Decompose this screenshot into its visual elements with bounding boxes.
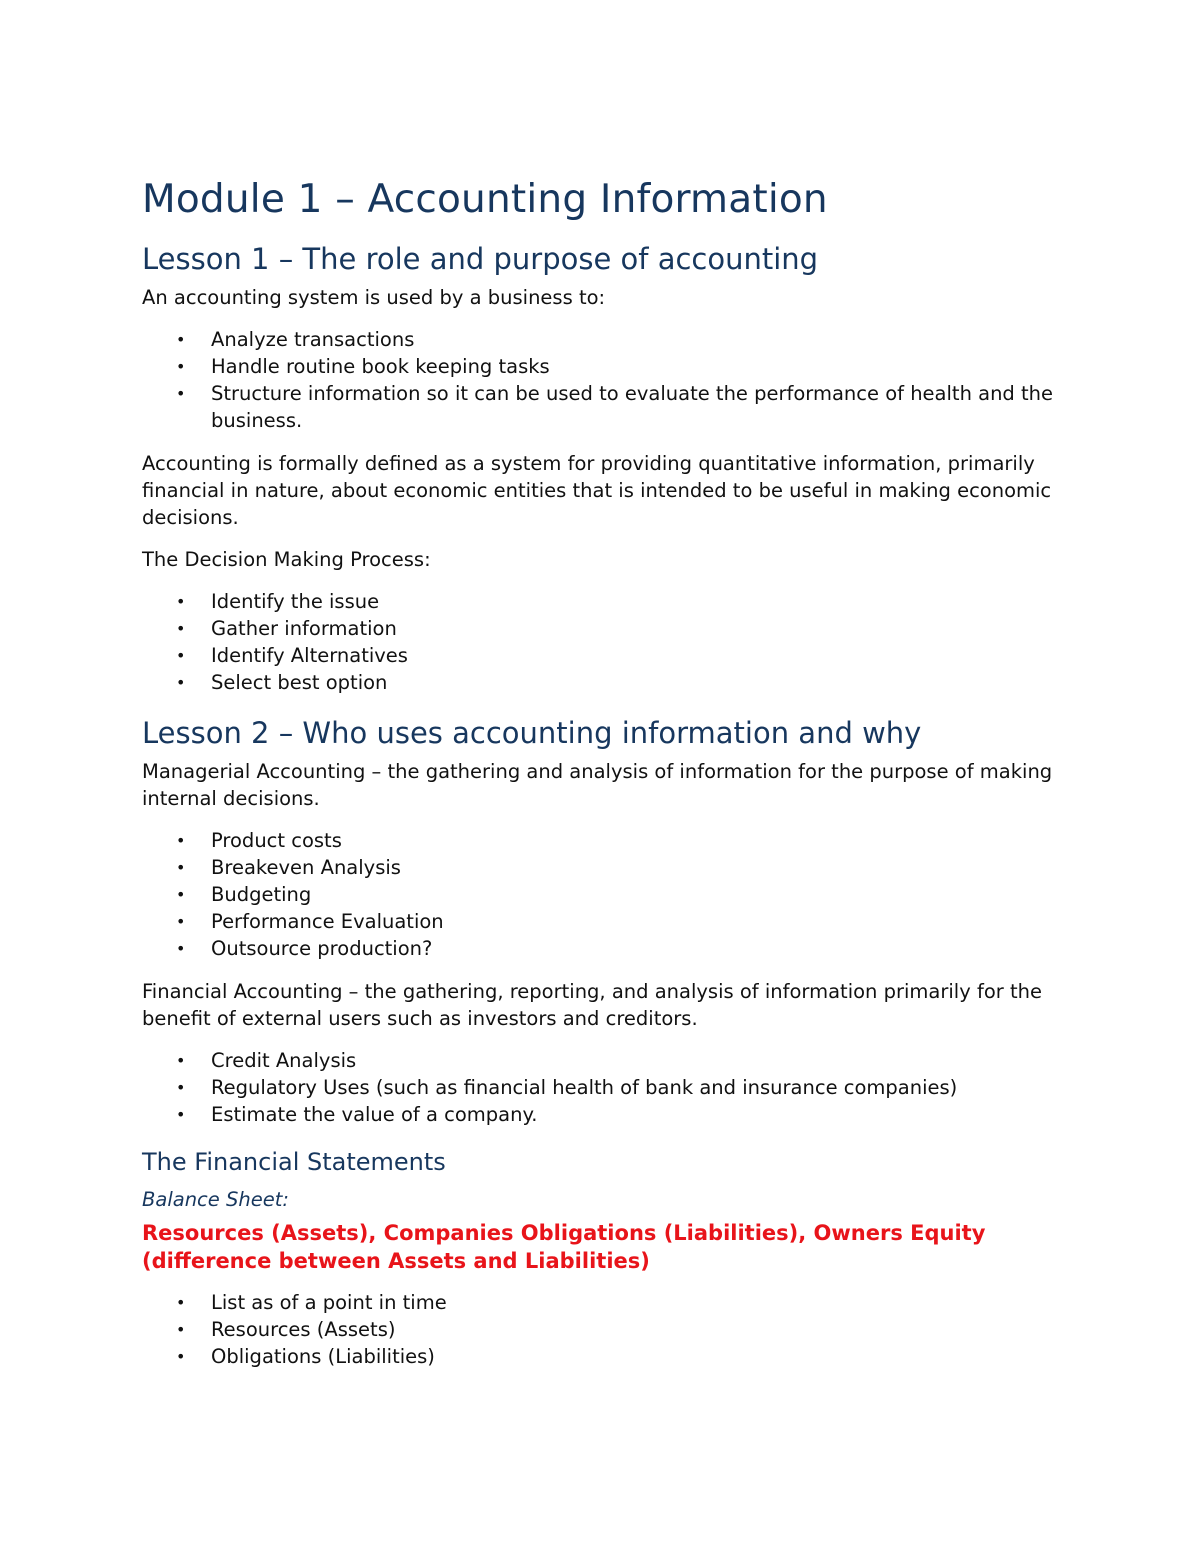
bullet-icon: • <box>176 1078 186 1097</box>
bullet-icon: • <box>176 357 186 376</box>
list-item: • Select best option <box>176 671 388 694</box>
bullet-icon: • <box>176 592 186 611</box>
balance-sheet-label: Balance Sheet: <box>142 1188 289 1211</box>
accounting-definition: Accounting is formally defined as a system for providing quantitative information, primarily financial in nature, about economic entities that is intended to be useful in making economic decisions. <box>142 452 1052 529</box>
list-item: • Performance Evaluation <box>176 910 444 933</box>
list-item: • Credit Analysis <box>176 1049 357 1072</box>
list-item: • Outsource production? <box>176 937 433 960</box>
list-item: • Obligations (Liabilities) <box>176 1345 435 1368</box>
list-item: • Breakeven Analysis <box>176 856 401 879</box>
bullet-icon: • <box>176 939 186 958</box>
balance-sheet-summary: Resources (Assets), Companies Obligations (Liabilities), Owners Equity (difference between Assets and Liabilities) <box>142 1221 986 1273</box>
financial-accounting-text: Financial Accounting – the gathering, reporting, and analysis of information primarily for the benefit of external users such as investors and creditors. <box>142 980 1042 1030</box>
bullet-icon: • <box>176 1105 186 1124</box>
managerial-list <box>142 827 1070 962</box>
list-item: • Resources (Assets) <box>176 1318 396 1341</box>
balance-sheet-list <box>142 1289 1070 1370</box>
list-item: • Structure information so it can be used to evaluate the performance of health and the business. <box>176 382 1054 432</box>
bullet-icon: • <box>176 912 186 931</box>
list-item: • Handle routine book keeping tasks <box>176 355 550 378</box>
bullet-icon: • <box>176 885 186 904</box>
list-item: • Identify the issue <box>176 590 380 613</box>
list-item: • List as of a point in time <box>176 1291 447 1314</box>
lesson1-uses-list <box>142 326 1070 434</box>
bullet-icon: • <box>176 831 186 850</box>
financial-statements-heading: The Financial Statements <box>142 1148 446 1176</box>
list-item: • Product costs <box>176 829 342 852</box>
bullet-icon: • <box>176 330 186 349</box>
list-item: • Budgeting <box>176 883 312 906</box>
financial-list <box>142 1047 1070 1128</box>
list-item: • Estimate the value of a company. <box>176 1103 538 1126</box>
bullet-icon: • <box>176 646 186 665</box>
bullet-icon: • <box>176 1293 186 1312</box>
bullet-icon: • <box>176 1320 186 1339</box>
decision-process-list <box>142 588 1070 696</box>
managerial-accounting-text: Managerial Accounting – the gathering and analysis of information for the purpose of making internal decisions. <box>142 760 1053 810</box>
list-item: • Gather information <box>176 617 397 640</box>
bullet-icon: • <box>176 1347 186 1366</box>
bullet-icon: • <box>176 384 186 403</box>
lesson2-heading: Lesson 2 – Who uses accounting information and why <box>142 716 922 750</box>
list-item: • Regulatory Uses (such as financial health of bank and insurance companies) <box>176 1076 958 1099</box>
page-title: Module 1 – Accounting Information <box>142 177 828 222</box>
bullet-icon: • <box>176 858 186 877</box>
bullet-icon: • <box>176 619 186 638</box>
list-item: • Identify Alternatives <box>176 644 408 667</box>
decision-process-label: The Decision Making Process: <box>142 548 431 571</box>
lesson1-intro: An accounting system is used by a business to: <box>142 286 606 309</box>
bullet-icon: • <box>176 673 186 692</box>
list-item: • Analyze transactions <box>176 328 415 351</box>
bullet-icon: • <box>176 1051 186 1070</box>
lesson1-heading: Lesson 1 – The role and purpose of accounting <box>142 242 819 276</box>
